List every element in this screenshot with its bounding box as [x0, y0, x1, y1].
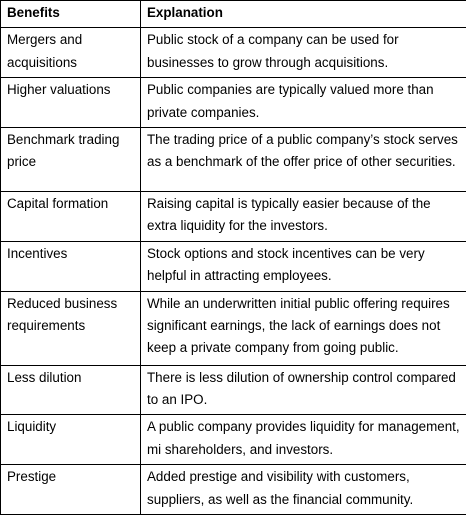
- benefit-cell: Capital formation: [1, 192, 141, 242]
- table-row: [1, 241, 466, 291]
- table-row: [1, 128, 466, 192]
- benefit-cell: Liquidity: [1, 415, 141, 465]
- benefit-cell: Incentives: [1, 241, 141, 291]
- benefit-cell: Reduced business requirements: [1, 291, 141, 365]
- table-row: [1, 291, 466, 365]
- explanation-cell: There is less dilution of ownership control compared to an IPO.: [141, 365, 466, 415]
- explanation-cell: Public companies are typically valued more than private companies.: [141, 78, 466, 128]
- explanation-cell: Stock options and stock incentives can be very helpful in attracting employees.: [141, 241, 466, 291]
- benefit-cell: Mergers and acquisitions: [1, 28, 141, 78]
- table-row: [1, 192, 466, 242]
- column-header-benefits: Benefits: [1, 1, 141, 28]
- table-row: [1, 28, 466, 78]
- table-row: [1, 415, 466, 465]
- benefit-cell: Benchmark trading price: [1, 128, 141, 192]
- explanation-cell: Public stock of a company can be used for businesses to grow through acquisitions.: [141, 28, 466, 78]
- benefit-cell: Prestige: [1, 465, 141, 515]
- table-row: [1, 78, 466, 128]
- table-row: [1, 365, 466, 415]
- explanation-cell: Raising capital is typically easier because of the extra liquidity for the investors.: [141, 192, 466, 242]
- explanation-cell: Added prestige and visibility with customers, suppliers, as well as the financial community.: [141, 465, 466, 515]
- table-header-row: [1, 1, 466, 28]
- table-row: [1, 465, 466, 515]
- explanation-cell: While an underwritten initial public offering requires significant earnings, the lack of earnings does not keep a private company from going public.: [141, 291, 466, 365]
- explanation-cell: The trading price of a public company’s stock serves as a benchmark of the offer price of other securities.: [141, 128, 466, 192]
- explanation-cell: A public company provides liquidity for management, mi shareholders, and investors.: [141, 415, 466, 465]
- benefit-cell: Higher valuations: [1, 78, 141, 128]
- benefit-cell: Less dilution: [1, 365, 141, 415]
- column-header-explanation: Explanation: [141, 1, 466, 28]
